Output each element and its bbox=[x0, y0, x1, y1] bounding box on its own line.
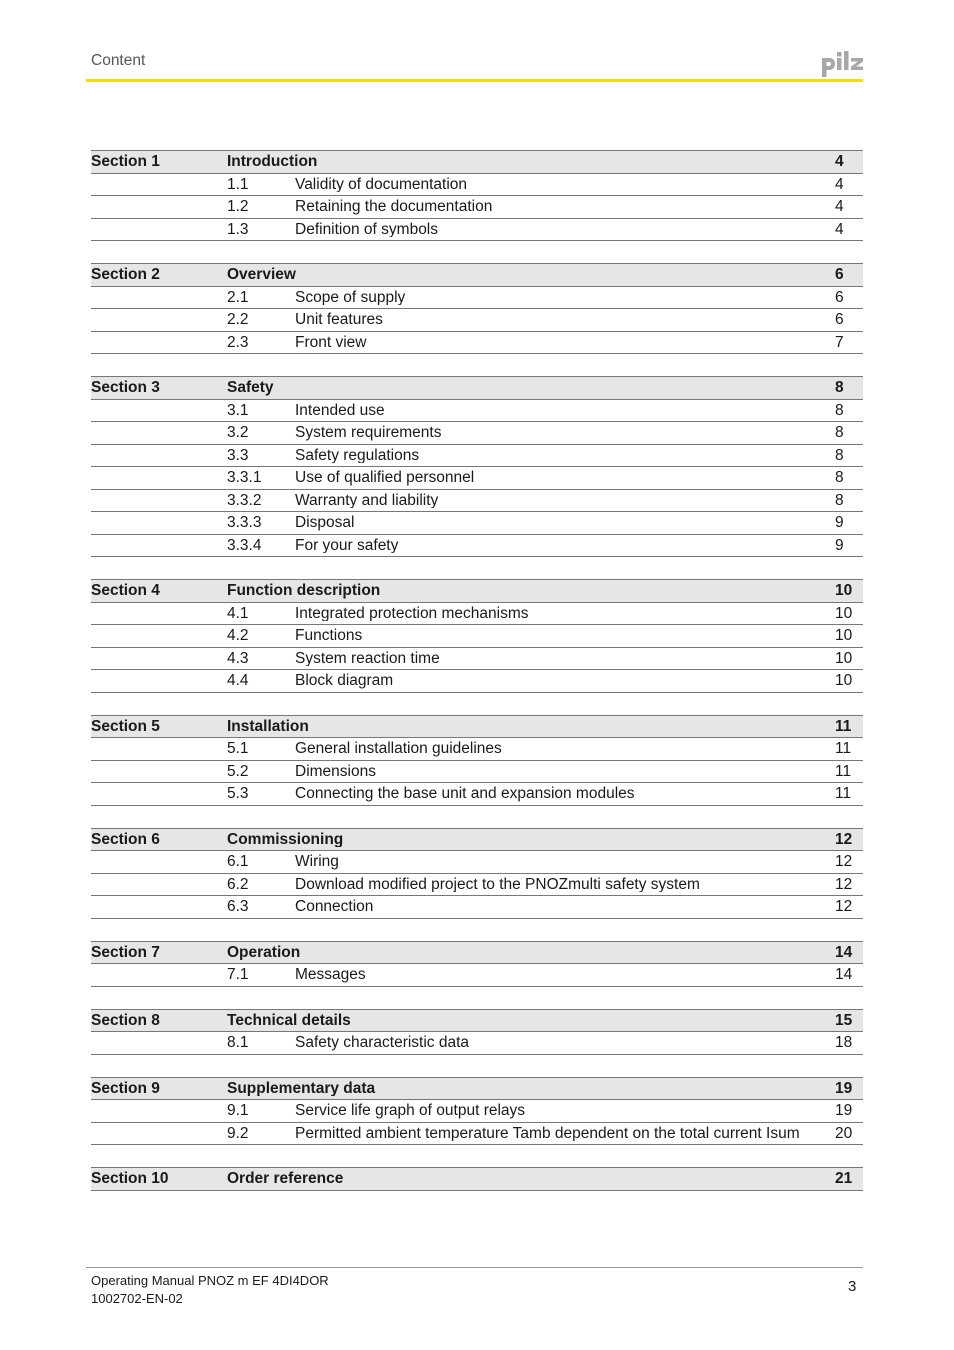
toc-entry[interactable] bbox=[91, 196, 863, 219]
toc-section bbox=[91, 1009, 863, 1055]
toc-entry-number: 5.1 bbox=[227, 740, 249, 757]
toc-section-title: Installation bbox=[227, 718, 309, 734]
toc-entry-title: Intended use bbox=[295, 402, 385, 418]
toc-entry-page: 8 bbox=[835, 401, 844, 419]
toc-entry[interactable] bbox=[91, 603, 863, 626]
toc-entry-number: 1.2 bbox=[227, 198, 249, 215]
toc-entry-page: 11 bbox=[835, 785, 852, 802]
toc-section-page: 19 bbox=[835, 1079, 853, 1097]
toc-entry-title: Warranty and liability bbox=[295, 492, 439, 508]
toc-entry[interactable] bbox=[91, 851, 863, 874]
toc-section-title: Introduction bbox=[227, 154, 318, 170]
toc-entry[interactable] bbox=[91, 467, 863, 490]
toc-entry-title: Connecting the base unit and expansion modules bbox=[295, 786, 635, 802]
toc-entry[interactable] bbox=[91, 535, 863, 558]
toc-entry[interactable] bbox=[91, 738, 863, 761]
footer-rule bbox=[86, 1267, 863, 1268]
toc-section-page: 12 bbox=[835, 830, 853, 848]
toc-section-heading[interactable] bbox=[91, 1009, 863, 1033]
toc-section-label: Section 9 bbox=[91, 1079, 160, 1097]
toc-entry-number: 3.3.2 bbox=[227, 491, 262, 509]
toc-entry-number: 3.3.1 bbox=[227, 469, 262, 486]
toc-section-heading[interactable] bbox=[91, 150, 863, 174]
toc-entry-page: 19 bbox=[835, 1102, 853, 1119]
toc-entry-number: 1.3 bbox=[227, 220, 249, 238]
toc-entry-page: 10 bbox=[835, 672, 853, 689]
toc-entry[interactable] bbox=[91, 896, 863, 919]
toc-entry-title: Validity of documentation bbox=[295, 176, 468, 192]
toc-entry-page: 4 bbox=[835, 198, 844, 215]
toc-section-heading[interactable] bbox=[91, 941, 863, 965]
header-accent-rule bbox=[86, 79, 863, 82]
toc-section-heading[interactable] bbox=[91, 376, 863, 400]
toc-entry-title: Retaining the documentation bbox=[295, 199, 493, 215]
toc-section bbox=[91, 579, 863, 693]
toc-entry-page: 12 bbox=[835, 853, 853, 870]
toc-entry-page: 10 bbox=[835, 604, 853, 622]
toc-entry[interactable] bbox=[91, 761, 863, 784]
toc-section bbox=[91, 828, 863, 919]
toc-entry-title: Functions bbox=[295, 628, 363, 644]
toc-entry-title: Block diagram bbox=[295, 673, 394, 689]
toc-entry-title: Scope of supply bbox=[295, 289, 406, 305]
toc-entry-number: 4.1 bbox=[227, 604, 249, 622]
toc-entry-number: 9.2 bbox=[227, 1124, 249, 1142]
toc-section-title: Safety bbox=[227, 380, 274, 396]
toc-section-label: Section 4 bbox=[91, 582, 160, 599]
toc-entry-title: Front view bbox=[295, 334, 367, 350]
toc-section-page: 15 bbox=[835, 1011, 853, 1029]
toc-entry[interactable] bbox=[91, 490, 863, 513]
pilz-logo bbox=[821, 50, 864, 77]
toc-entry-number: 5.2 bbox=[227, 762, 249, 780]
toc-entry[interactable] bbox=[91, 332, 863, 355]
header-title: Content bbox=[91, 52, 146, 69]
toc-entry-page: 8 bbox=[835, 446, 844, 464]
toc-section-page: 11 bbox=[835, 717, 852, 735]
toc-entry-page: 8 bbox=[835, 491, 844, 509]
toc-section bbox=[91, 150, 863, 241]
toc-section-label: Section 8 bbox=[91, 1011, 160, 1029]
toc-entry-title: Permitted ambient temperature Tamb dependent on the total current Isum bbox=[295, 1125, 800, 1141]
toc-entry-title: System requirements bbox=[295, 425, 442, 441]
toc-entry[interactable] bbox=[91, 625, 863, 648]
toc-section bbox=[91, 1167, 863, 1191]
toc-entry[interactable] bbox=[91, 1032, 863, 1055]
toc-entry-page: 12 bbox=[835, 898, 853, 915]
toc-entry-title: Dimensions bbox=[295, 763, 376, 779]
footer-doc-number: 1002702-EN-02 bbox=[91, 1291, 183, 1306]
toc-section-label: Section 3 bbox=[91, 379, 160, 396]
toc-entry[interactable] bbox=[91, 219, 863, 242]
toc-entry-title: Disposal bbox=[295, 515, 355, 531]
toc-entry-title: Connection bbox=[295, 899, 374, 915]
toc-entry-page: 12 bbox=[835, 875, 853, 893]
toc-entry-title: Wiring bbox=[295, 854, 339, 870]
toc-entry-number: 2.1 bbox=[227, 288, 249, 306]
toc-section bbox=[91, 941, 863, 987]
toc-entry[interactable] bbox=[91, 287, 863, 310]
toc-section-label: Section 2 bbox=[91, 266, 160, 283]
toc-entry-page: 9 bbox=[835, 514, 844, 531]
toc-section-heading[interactable] bbox=[91, 828, 863, 852]
toc-entry-number: 3.2 bbox=[227, 424, 249, 441]
toc-entry-page: 4 bbox=[835, 175, 844, 193]
toc-entry-title: Unit features bbox=[295, 312, 383, 328]
toc-entry[interactable] bbox=[91, 512, 863, 535]
toc-entry-title: Use of qualified personnel bbox=[295, 470, 475, 486]
toc-section-label: Section 6 bbox=[91, 830, 160, 848]
toc-entry-page: 11 bbox=[835, 762, 852, 780]
toc-section-page: 14 bbox=[835, 943, 853, 961]
toc-entry[interactable] bbox=[91, 670, 863, 693]
toc-entry[interactable] bbox=[91, 422, 863, 445]
toc-entry-title: Safety regulations bbox=[295, 447, 420, 463]
toc-entry-page: 6 bbox=[835, 288, 844, 306]
toc-entry-title: Messages bbox=[295, 967, 366, 983]
toc-section-label: Section 5 bbox=[91, 717, 160, 735]
toc-section-heading[interactable] bbox=[91, 579, 863, 603]
toc-entry-page: 14 bbox=[835, 966, 853, 983]
toc-section-title: Supplementary data bbox=[227, 1080, 376, 1096]
toc-section-title: Operation bbox=[227, 944, 301, 960]
toc-section-heading[interactable] bbox=[91, 1167, 863, 1191]
toc-section bbox=[91, 376, 863, 557]
toc-entry[interactable] bbox=[91, 648, 863, 671]
toc-entry-page: 11 bbox=[835, 740, 852, 757]
toc-section-heading[interactable] bbox=[91, 715, 863, 739]
toc-entry-number: 6.1 bbox=[227, 853, 249, 870]
toc-entry-number: 6.2 bbox=[227, 875, 249, 893]
toc-entry-page: 4 bbox=[835, 220, 844, 238]
toc-section-page: 6 bbox=[835, 266, 844, 283]
toc-section-title: Commissioning bbox=[227, 831, 344, 847]
toc-entry-page: 7 bbox=[835, 333, 844, 351]
table-of-contents bbox=[91, 150, 863, 1213]
toc-entry-number: 9.1 bbox=[227, 1102, 249, 1119]
toc-entry[interactable] bbox=[91, 874, 863, 897]
toc-entry[interactable] bbox=[91, 1123, 863, 1146]
toc-entry-title: Integrated protection mechanisms bbox=[295, 605, 529, 621]
toc-entry-number: 3.3.3 bbox=[227, 514, 262, 531]
toc-entry-page: 9 bbox=[835, 536, 844, 554]
toc-entry-page: 8 bbox=[835, 424, 844, 441]
toc-entry-title: System reaction time bbox=[295, 650, 440, 666]
toc-entry-number: 2.2 bbox=[227, 311, 249, 328]
toc-entry-number: 4.3 bbox=[227, 649, 249, 667]
toc-entry-number: 5.3 bbox=[227, 785, 249, 802]
toc-entry-number: 1.1 bbox=[227, 175, 249, 193]
toc-section-label: Section 1 bbox=[91, 153, 160, 170]
toc-section-heading[interactable] bbox=[91, 263, 863, 287]
toc-entry-title: General installation guidelines bbox=[295, 741, 502, 757]
toc-entry-number: 6.3 bbox=[227, 898, 249, 915]
toc-entry-title: For your safety bbox=[295, 537, 399, 553]
toc-entry[interactable] bbox=[91, 309, 863, 332]
toc-entry-page: 10 bbox=[835, 627, 853, 644]
toc-entry-page: 10 bbox=[835, 649, 853, 667]
toc-section-page: 21 bbox=[835, 1170, 853, 1187]
toc-entry-page: 18 bbox=[835, 1034, 853, 1051]
toc-entry-number: 3.3.4 bbox=[227, 536, 262, 554]
toc-section-title: Technical details bbox=[227, 1012, 351, 1028]
page-number: 3 bbox=[848, 1278, 857, 1295]
toc-entry-title: Service life graph of output relays bbox=[295, 1103, 526, 1119]
toc-section-page: 8 bbox=[835, 379, 844, 396]
toc-entry-number: 2.3 bbox=[227, 333, 249, 351]
toc-entry[interactable] bbox=[91, 964, 863, 987]
toc-entry-number: 3.1 bbox=[227, 401, 249, 419]
toc-entry-number: 7.1 bbox=[227, 966, 249, 983]
toc-entry-page: 20 bbox=[835, 1124, 853, 1142]
toc-entry-number: 3.3 bbox=[227, 446, 249, 464]
footer-manual-title: Operating Manual PNOZ m EF 4DI4DOR bbox=[91, 1273, 329, 1288]
toc-section-title: Order reference bbox=[227, 1171, 344, 1187]
toc-entry-number: 8.1 bbox=[227, 1034, 249, 1051]
toc-entry-page: 6 bbox=[835, 311, 844, 328]
toc-section-label: Section 7 bbox=[91, 943, 160, 961]
toc-entry[interactable] bbox=[91, 783, 863, 806]
toc-section bbox=[91, 263, 863, 354]
toc-section bbox=[91, 1077, 863, 1146]
toc-entry[interactable] bbox=[91, 400, 863, 423]
toc-entry[interactable] bbox=[91, 174, 863, 197]
toc-entry-title: Safety characteristic data bbox=[295, 1035, 470, 1051]
toc-section-title: Overview bbox=[227, 267, 296, 283]
toc-entry-number: 4.4 bbox=[227, 672, 249, 689]
toc-section bbox=[91, 715, 863, 806]
toc-entry[interactable] bbox=[91, 445, 863, 468]
toc-section-title: Function description bbox=[227, 583, 381, 599]
toc-section-label: Section 10 bbox=[91, 1170, 169, 1187]
toc-section-page: 4 bbox=[835, 153, 844, 170]
toc-entry-number: 4.2 bbox=[227, 627, 249, 644]
toc-section-heading[interactable] bbox=[91, 1077, 863, 1101]
toc-entry-title: Download modified project to the PNOZmulti safety system bbox=[295, 876, 700, 892]
toc-entry[interactable] bbox=[91, 1100, 863, 1123]
toc-entry-page: 8 bbox=[835, 469, 844, 486]
toc-entry-title: Definition of symbols bbox=[295, 221, 439, 237]
toc-section-page: 10 bbox=[835, 582, 853, 599]
